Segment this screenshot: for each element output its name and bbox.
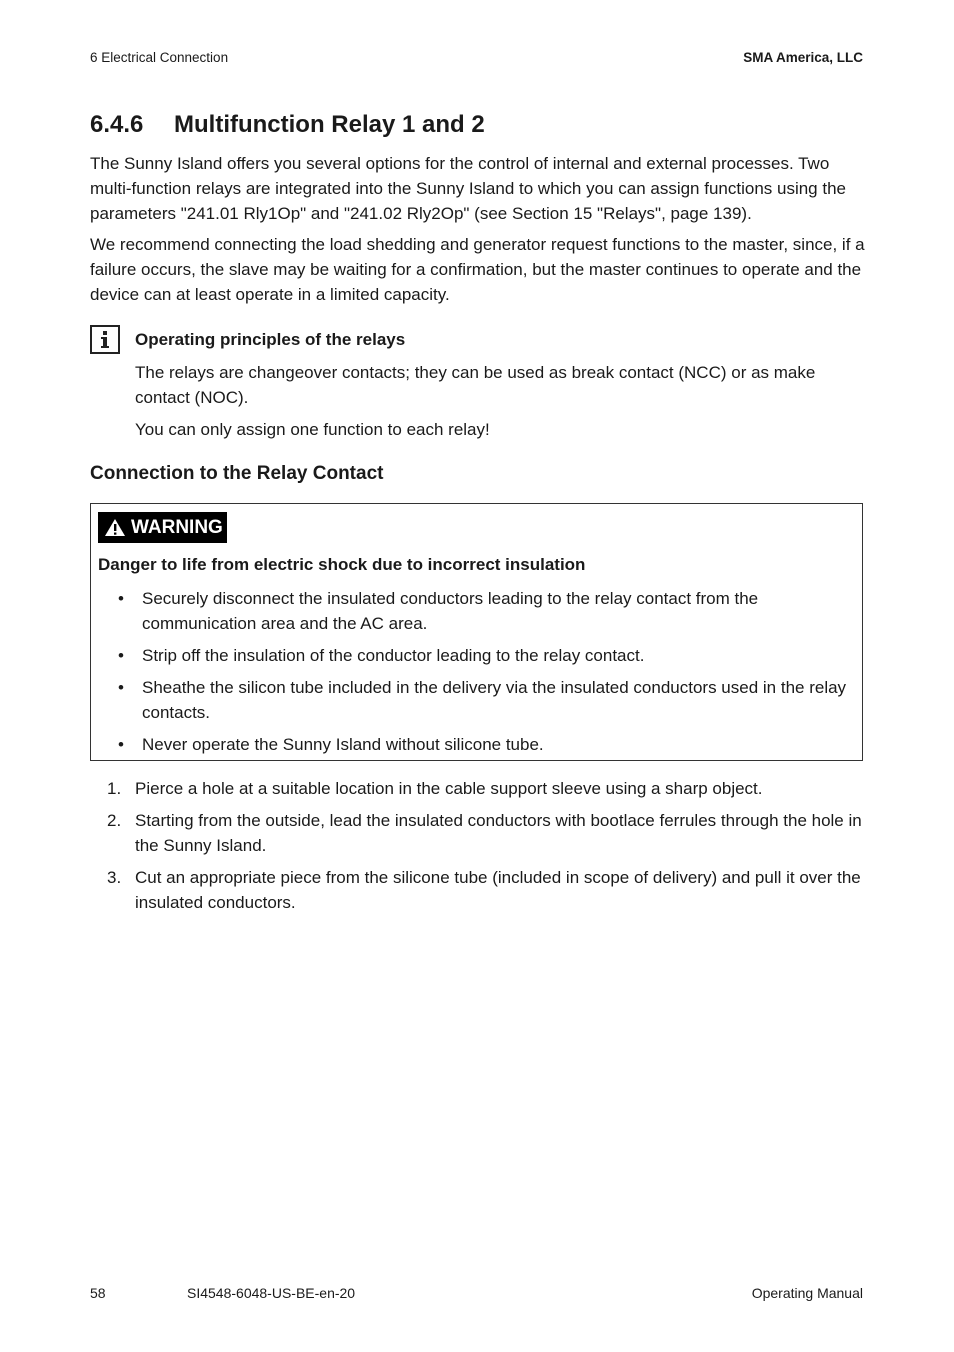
info-text-assign: You can only assign one function to each relay! (135, 420, 490, 439)
warning-box (90, 503, 863, 761)
header-chapter: 6 Electrical Connection (90, 50, 229, 65)
step-number: 1. (107, 779, 122, 798)
warning-label: WARNING (131, 516, 223, 538)
step-number: 2. (107, 811, 122, 830)
subsection-title: Connection to the Relay Contact (90, 463, 384, 484)
intro-paragraph: The Sunny Island offers you several options for the control of internal and external processes. Two multi-function relays are integrated into the Sunny Island to which you can assign functions using the parameters "241.01 Rly1Op" and "241.02 Rly2Op" (see Section 15 "Relays", page 139). (90, 154, 846, 223)
steps-list (90, 776, 865, 922)
bullet: • (118, 678, 124, 697)
warning-headline: Danger to life from electric shock due to incorrect insulation (98, 555, 586, 574)
warning-list (98, 586, 858, 764)
recommendation-paragraph: We recommend connecting the load shedding and generator request functions to the master, since, if a failure occurs, the slave may be waiting for a confirmation, but the master continues to operate and the device can at least operate in a limited capacity. (90, 235, 865, 304)
section-title-text: Multifunction Relay 1 and 2 (174, 111, 485, 138)
header-company: SMA America, LLC (743, 50, 863, 65)
info-text-principle: The relays are changeover contacts; they can be used as break contact (NCC) or as make contact (NOC). (135, 363, 816, 407)
step-item: 1. Pierce a hole at a suitable location in the cable support sleeve using a sharp object. (90, 776, 865, 801)
list-item: • Strip off the insulation of the conductor leading to the relay contact. (98, 643, 858, 668)
bullet: • (118, 589, 124, 608)
section-title (90, 111, 485, 139)
warning-triangle-icon (104, 518, 126, 537)
list-item: • Sheathe the silicon tube included in the delivery via the insulated conductors used in the relay contacts. (98, 675, 858, 725)
step-number: 3. (107, 868, 122, 887)
footer-doc-id: SI4548-6048-US-BE-en-20 (187, 1285, 356, 1301)
bullet: • (118, 735, 124, 754)
warning-badge (98, 512, 227, 543)
section-number: 6.4.6 (90, 111, 144, 138)
footer-doc-type: Operating Manual (751, 1285, 863, 1301)
bullet: • (118, 646, 124, 665)
info-title: Operating principles of the relays (135, 330, 406, 349)
step-item: 3. Cut an appropriate piece from the silicone tube (included in scope of delivery) and pull it over the insulated conductors. (90, 865, 865, 915)
footer-page-number: 58 (90, 1285, 106, 1301)
list-item: • Securely disconnect the insulated conductors leading to the relay contact from the communication area and the AC area. (98, 586, 858, 636)
list-item: • Never operate the Sunny Island without silicone tube. (98, 732, 858, 757)
step-item: 2. Starting from the outside, lead the insulated conductors with bootlace ferrules through the hole in the Sunny Island. (90, 808, 865, 858)
info-icon (90, 325, 120, 354)
